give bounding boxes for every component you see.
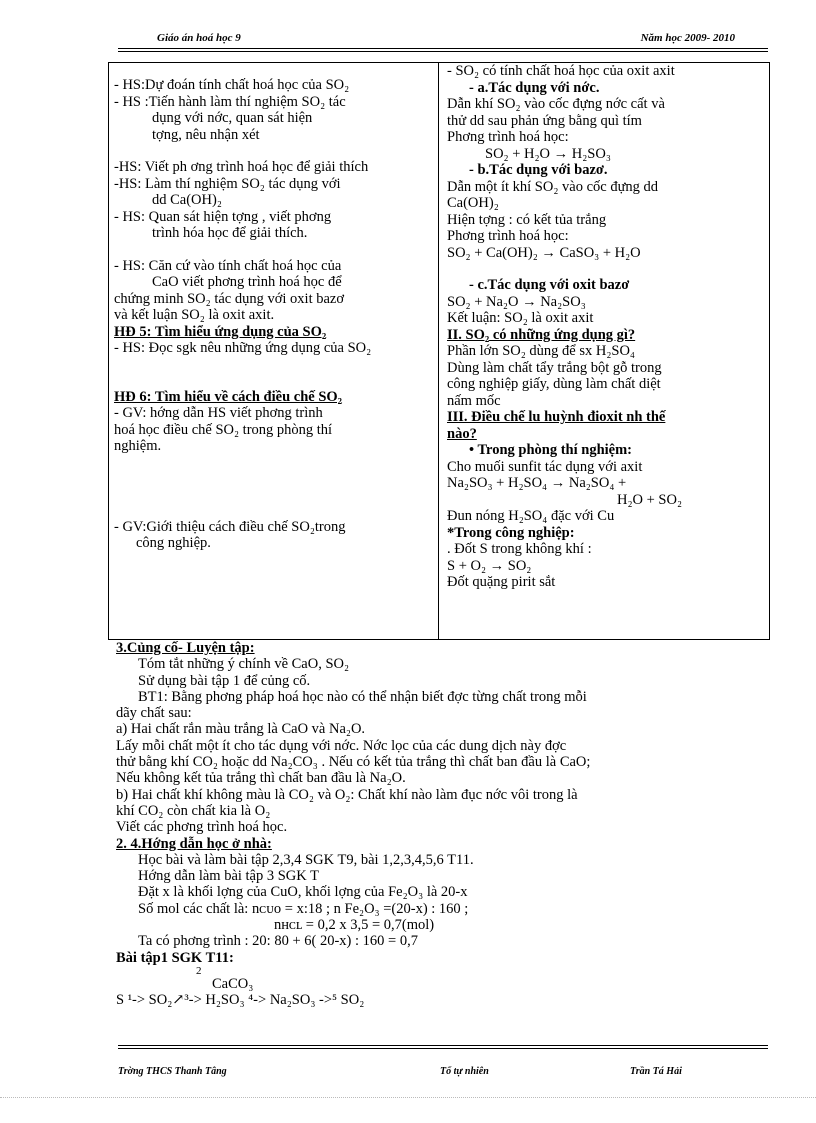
line: Dẫn khí SO₂ vào cốc đựng nớc cất và (447, 96, 665, 112)
subheading: - a.Tác dụng với nớc. (469, 79, 600, 96)
line: Ta có phơng trình : 20: 80 + 6( 20-x) : 160 = 0,7 (138, 933, 418, 950)
footer-rule-thin (118, 1045, 768, 1046)
lesson-table (108, 62, 770, 640)
line: 2 (196, 964, 202, 977)
footer-rule (118, 1048, 768, 1049)
section-heading: 2. 4.Hớng dẫn học ở nhà: (116, 835, 272, 852)
line: nʜᴄʟ = 0,2 x 3,5 = 0,7(mol) (274, 917, 435, 934)
header-right: Năm học 2009- 2010 (640, 32, 735, 44)
line: - GV: hớng dẫn HS viết phơng trình (114, 405, 323, 421)
line: - HS :Tiến hành làm thí nghiệm SO₂ tác (114, 93, 346, 110)
line: trình hóa học để giải thích. (152, 225, 308, 241)
line: công nghiệp. (136, 535, 211, 551)
line: Nếu không kết tủa trắng thì chất ban đầu là Na₂O. (116, 770, 406, 787)
equation: SO₂ + Ca(OH)₂ → CaSO₃ + H₂O (447, 244, 641, 261)
left-column (114, 77, 432, 552)
line: Kết luận: SO₂ là oxit axit (447, 310, 594, 326)
line: và kết luận SO₂ là oxit axit. (114, 307, 275, 323)
equation: SO₂ + Na₂O → Na₂SO₃ (447, 293, 586, 310)
line: hoá học điều chế SO₂ trong phòng thí (114, 421, 333, 438)
line: Hớng dẫn làm bài tập 3 SGK T (138, 868, 319, 885)
main-text (116, 640, 771, 1009)
line: Lấy mỗi chất một ít cho tác dụng với nớc. Nớc lọc của các dung dịch này đợc (116, 737, 567, 754)
line: Cho muối sunfit tác dụng với axit (447, 458, 643, 475)
footer-left: Trờng THCS Thanh Tâng (118, 1066, 227, 1077)
line: Viết các phơng trình hoá học. (116, 819, 288, 836)
header-rule (118, 48, 768, 49)
section-heading: II. SO₂ có những ứng dụng gì? (447, 326, 636, 343)
line: a) Hai chất rắn màu trắng là CaO và Na₂O. (116, 721, 366, 738)
line: CaO viết phơng trình hoá học để (152, 274, 342, 290)
line: Tóm tắt những ý chính về CaO, SO₂ (138, 656, 350, 673)
section-heading: HĐ 5: Tìm hiểu ứng dụng của SO₂ (114, 323, 327, 340)
right-column (447, 63, 767, 591)
line: Số mol các chất là: nᴄᴜᴏ = x:18 ; n Fe₂O₃ =(20-x) : 160 ; (138, 900, 469, 917)
line: dãy chất sau: (116, 705, 192, 722)
line: Dẫn một ít khí SO₂ vào cốc đựng dd (447, 178, 659, 195)
line: công nghiệp giấy, dùng làm chất diệt (447, 376, 661, 392)
subheading: *Trong công nghiệp: (447, 524, 575, 541)
line: khí CO₂ còn chất kia là O₂ (116, 802, 271, 819)
footer-center: Tổ tự nhiên (440, 1066, 489, 1077)
equation: H₂O + SO₂ (617, 491, 683, 508)
line: nghiệm. (114, 438, 162, 454)
line: -HS: Viết ph ơng trình hoá học để giải thích (114, 159, 369, 175)
section-heading: nào? (447, 425, 477, 442)
section-heading: Bài tập1 SGK T11: (116, 949, 234, 966)
page-edge (0, 1097, 816, 1098)
line: CaCO₃ (212, 975, 254, 992)
line: - SO₂ có tính chất hoá học của oxit axit (447, 63, 675, 79)
line: tợng, nêu nhận xét (152, 126, 260, 143)
line: - HS: Đọc sgk nêu những ứng dụng của SO₂ (114, 340, 372, 356)
line: BT1: Bằng phơng pháp hoá học nào có thể nhận biết đợc từng chất trong mỗi (138, 688, 587, 705)
line: Phần lớn SO₂ dùng để sx H₂SO₄ (447, 343, 635, 359)
section-heading: III. Điều chế lu huỳnh đioxit nh thế (447, 409, 666, 425)
line: nấm mốc (447, 392, 501, 409)
line: - HS: Quan sát hiện tợng , viết phơng (114, 208, 332, 225)
line: - GV:Giới thiệu cách điều chế SO₂trong (114, 518, 346, 535)
line: S ¹-> SO₂↗³-> H₂SO₃ ⁴-> Na₂SO₃ ->⁵ SO₂ (116, 992, 365, 1009)
column-divider (438, 63, 439, 639)
line: Dùng làm chất tẩy trắng bột gỗ trong (447, 359, 662, 376)
line: thử bằng khí CO₂ hoặc dd Na₂CO₃ . Nếu có kết tủa trắng thì chất ban đầu là CaO; (116, 754, 591, 771)
line: Ca(OH)₂ (447, 195, 499, 211)
subheading: - c.Tác dụng với oxit bazơ (469, 277, 630, 293)
line: b) Hai chất khí không màu là CO₂ và O₂: Chất khí nào làm đục nớc vôi trong là (116, 786, 578, 803)
line: Đặt x là khối lợng của CuO, khối lợng của Fe₂O₃ là 20-x (138, 884, 468, 901)
line: Đốt quặng pirit sắt (447, 574, 556, 590)
line: chứng minh SO₂ tác dụng với oxit bazơ (114, 290, 345, 307)
line: Sử dụng bài tập 1 để củng cố. (138, 672, 311, 689)
header-left: Giáo án hoá học 9 (157, 32, 241, 44)
line: Phơng trình hoá học: (447, 129, 569, 145)
line: - HS: Căn cứ vào tính chất hoá học của (114, 257, 342, 274)
line: dụng với nớc, quan sát hiện (152, 110, 313, 126)
page-footer (118, 1066, 768, 1082)
line: Hiện tợng : có kết tủa trắng (447, 211, 607, 228)
subheading: - b.Tác dụng với bazơ. (469, 162, 608, 178)
equation: SO₂ + H₂O → H₂SO₃ (485, 145, 611, 162)
equation: S + O₂ → SO₂ (447, 557, 532, 574)
line: dd Ca(OH)₂ (152, 192, 222, 208)
section-heading: HĐ 6: Tìm hiểu về cách điều chế SO₂ (114, 388, 343, 405)
equation: Na₂SO₃ + H₂SO₄ → Na₂SO₄ + (447, 475, 627, 491)
footer-right: Trần Tá Hải (630, 1066, 682, 1077)
subheading: • Trong phòng thí nghiệm: (469, 442, 633, 458)
line: Học bài và làm bài tập 2,3,4 SGK T9, bài 1,2,3,4,5,6 T11. (138, 851, 474, 868)
line: - HS:Dự đoán tính chất hoá học của SO₂ (114, 77, 350, 93)
line: Đun nóng H₂SO₄ đặc với Cu (447, 508, 615, 524)
line: -HS: Làm thí nghiệm SO₂ tác dụng với (114, 175, 341, 192)
section-heading: 3.Củng cố- Luyện tập: (116, 640, 255, 656)
line: . Đốt S trong không khí : (447, 541, 592, 557)
line: Phơng trình hoá học: (447, 228, 569, 244)
header-rule-thin (118, 51, 768, 52)
line: thử dd sau phản ứng bằng quì tím (447, 112, 642, 129)
page-header (145, 30, 735, 50)
